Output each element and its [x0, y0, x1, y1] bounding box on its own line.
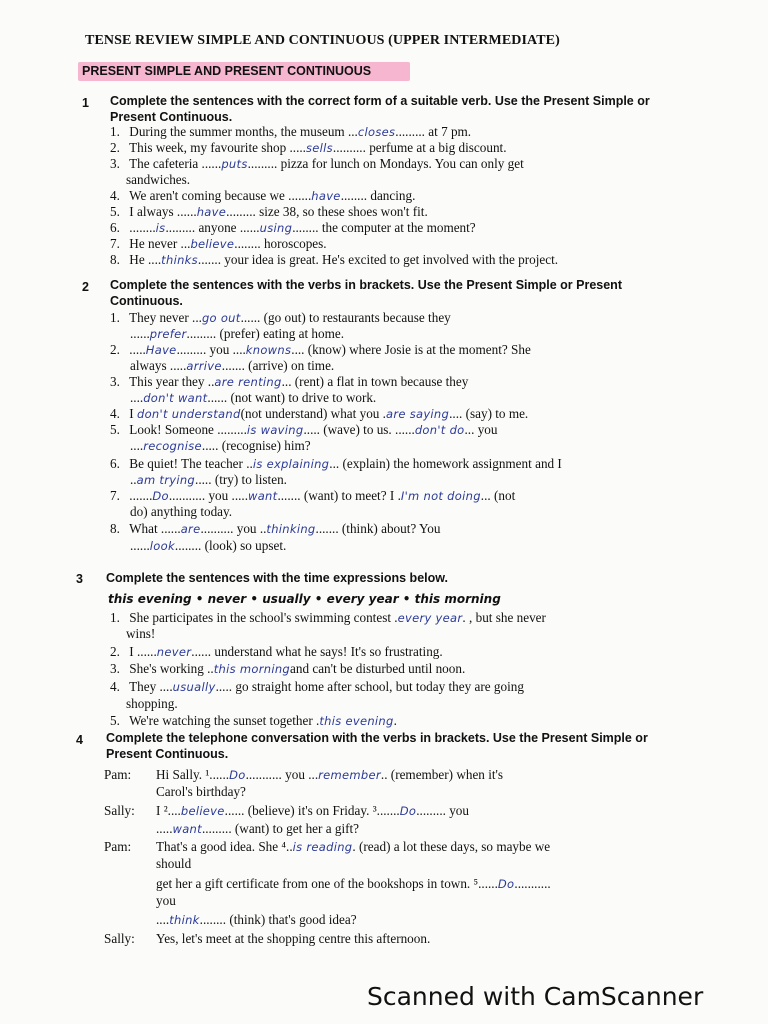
handwritten-answer: want — [248, 489, 278, 503]
handwritten-answer: Do — [229, 768, 246, 782]
handwritten-answer: I'm not doing — [400, 489, 481, 503]
exercise-2-instruction: Complete the sentences with the verbs in brackets. Use the Present Simple or Present Continuous. — [110, 278, 622, 308]
handwritten-answer: recognise — [143, 439, 202, 453]
dialogue-line-pam-1: Pam: Hi Sally. ¹......Do........... you ...remember.. (remember) when it's — [104, 767, 504, 782]
exercise-4-instruction: Complete the telephone conversation with the verbs in brackets. Use the Present Simple or Present Continuous. — [106, 731, 648, 761]
handwritten-answer: is — [155, 221, 166, 235]
exercise-3-number: 3 — [76, 572, 83, 586]
handwritten-answer: closes — [357, 125, 396, 139]
ex2-sentence-1-cont: ......prefer......... (prefer) eating at home. — [130, 326, 344, 341]
ex1-sentence-8: 8. He ....thinks....... your idea is great. He's excited to get involved with the project. — [110, 252, 559, 267]
ex2-sentence-2-cont: always .....arrive....... (arrive) on time. — [130, 358, 335, 373]
ex1-sentence-4: 4. We aren't coming because we .......have........ dancing. — [110, 188, 416, 203]
ex1-sentence-3-cont: sandwiches. — [126, 172, 191, 187]
ex2-sentence-7: 7. .......Do........... you .....want....... (want) to meet? I .I'm not doing... (not — [110, 488, 516, 503]
handwritten-answer: am trying — [136, 473, 196, 487]
handwritten-answer: believe — [180, 804, 225, 818]
handwritten-answer: are saying — [385, 407, 450, 421]
ex1-sentence-5: 5. I always ......have......... size 38, so these shoes won't fit. — [110, 204, 428, 219]
handwritten-answer: this evening — [319, 714, 394, 728]
bleed-through-text — [604, 20, 607, 32]
ex3-sentence-4-cont: shopping. — [126, 696, 178, 711]
handwritten-answer: are renting — [214, 375, 282, 389]
handwritten-answer: thinking — [266, 522, 316, 536]
handwritten-answer: Do — [152, 489, 169, 503]
dialogue-line-sally-2: Sally: Yes, let's meet at the shopping centre this afternoon. — [104, 931, 431, 946]
handwritten-answer: is explaining — [252, 457, 330, 471]
handwritten-answer: look — [149, 539, 175, 553]
ex1-sentence-2: 2. This week, my favourite shop .....sells.......... perfume at a big discount. — [110, 140, 507, 155]
handwritten-answer: is waving — [246, 423, 304, 437]
handwritten-answer: want — [172, 822, 202, 836]
handwritten-answer: don't understand — [137, 407, 241, 421]
handwritten-answer: think — [169, 913, 200, 927]
handwritten-answer: is reading — [292, 840, 353, 854]
ex2-sentence-3: 3. This year they ..are renting... (rent) a flat in town because they — [110, 374, 469, 389]
handwritten-answer: every year — [397, 611, 463, 625]
section-subtitle: PRESENT SIMPLE AND PRESENT CONTINUOUS — [82, 64, 372, 78]
ex3-sentence-5: 5. We're watching the sunset together .this evening. — [110, 713, 397, 728]
dialogue-line-pam-2-cont4: ....think........ (think) that's good idea? — [156, 912, 357, 927]
ex3-sentence-3: 3. She's working ..this morningand can't be disturbed until noon. — [110, 661, 466, 676]
ex2-sentence-4: 4. I don't understand(not understand) what you .are saying.... (say) to me. — [110, 406, 529, 421]
handwritten-answer: thinks — [161, 253, 198, 267]
exercise-1-number: 1 — [82, 96, 89, 110]
handwritten-answer: arrive — [186, 359, 222, 373]
handwritten-answer: Do — [497, 877, 515, 891]
ex2-sentence-7-cont: do) anything today. — [130, 504, 233, 519]
camscanner-watermark: Scanned with CamScanner — [367, 982, 704, 1011]
handwritten-answer: puts — [221, 157, 248, 171]
ex2-sentence-5: 5. Look! Someone .........is waving..... (wave) to us. ......don't do... you — [110, 422, 498, 437]
ex2-sentence-2: 2. .....Have......... you ....knowns.... (know) where Josie is at the moment? She — [110, 342, 531, 357]
handwritten-answer: sells — [305, 141, 333, 155]
handwritten-answer: knowns — [245, 343, 292, 357]
handwritten-answer: never — [156, 645, 192, 659]
handwritten-answer: prefer — [149, 327, 187, 341]
ex2-sentence-6-cont: ..am trying..... (try) to listen. — [130, 472, 287, 487]
handwritten-answer: remember — [318, 768, 381, 782]
dialogue-line-pam-1-cont: Carol's birthday? — [156, 784, 246, 799]
ex1-sentence-1: 1. During the summer months, the museum ...closes......... at 7 pm. — [110, 124, 472, 139]
ex1-sentence-6: 6. ........is......... anyone ......using........ the computer at the moment? — [110, 220, 476, 235]
handwritten-answer: have — [311, 189, 341, 203]
handwritten-answer: go out — [201, 311, 241, 325]
ex2-sentence-8-cont: ......look........ (look) so upset. — [130, 538, 287, 553]
handwritten-answer: Have — [145, 343, 177, 357]
handwritten-answer: Do — [399, 804, 417, 818]
handwritten-answer: usually — [172, 680, 216, 694]
exercise-2-number: 2 — [82, 280, 89, 294]
handwritten-answer: believe — [190, 237, 235, 251]
dialogue-line-pam-2-cont: should — [156, 856, 192, 871]
dialogue-line-sally-1: Sally: I ²....believe...... (believe) it's on Friday. ³.......Do......... you — [104, 803, 469, 818]
handwritten-answer: are — [180, 522, 201, 536]
exercise-3-instruction: Complete the sentences with the time expressions below. — [106, 571, 448, 585]
ex1-sentence-3: 3. The cafeteria ......puts......... pizza for lunch on Mondays. You can only get — [110, 156, 524, 171]
ex2-sentence-3-cont: ....don't want...... (not want) to drive to work. — [130, 390, 377, 405]
handwritten-answer: don't want — [143, 391, 208, 405]
dialogue-line-pam-2-cont3: you — [156, 893, 176, 908]
worksheet-title: TENSE REVIEW SIMPLE AND CONTINUOUS (UPPER INTERMEDIATE) — [85, 33, 560, 48]
ex2-sentence-6: 6. Be quiet! The teacher ..is explaining... (explain) the homework assignment and I — [110, 456, 562, 471]
ex1-sentence-7: 7. He never ...believe........ horoscopes. — [110, 236, 327, 251]
ex2-sentence-1: 1. They never ...go out...... (go out) to restaurants because they — [110, 310, 451, 325]
dialogue-line-pam-2-cont2: get her a gift certificate from one of the bookshops in town. ⁵......Do........... — [156, 876, 551, 891]
dialogue-line-pam-2: Pam: That's a good idea. She ⁴..is reading. (read) a lot these days, so maybe we — [104, 839, 551, 854]
ex3-sentence-1-cont: wins! — [126, 626, 156, 641]
handwritten-answer: this morning — [213, 662, 291, 676]
handwritten-answer: using — [259, 221, 293, 235]
ex3-sentence-1: 1. She participates in the school's swimming contest .every year. , but she never — [110, 610, 546, 625]
ex2-sentence-5-cont: ....recognise..... (recognise) him? — [130, 438, 311, 453]
exercise-4-number: 4 — [76, 733, 83, 747]
handwritten-answer: don't do — [414, 423, 465, 437]
ex3-sentence-4: 4. They ....usually..... go straight home after school, but today they are going — [110, 679, 524, 694]
dialogue-line-sally-1-cont: .....want......... (want) to get her a gift? — [156, 821, 360, 836]
ex3-sentence-2: 2. I ......never...... understand what he says! It's so frustrating. — [110, 644, 443, 659]
exercise-1-instruction: Complete the sentences with the correct form of a suitable verb. Use the Present Simple or Present Continuous. — [110, 94, 650, 124]
handwritten-answer: have — [196, 205, 227, 219]
ex2-sentence-8: 8. What ......are.......... you ..thinking....... (think) about? You — [110, 521, 441, 536]
time-expressions-list: this evening • never • usually • every year • this morning — [108, 592, 501, 606]
